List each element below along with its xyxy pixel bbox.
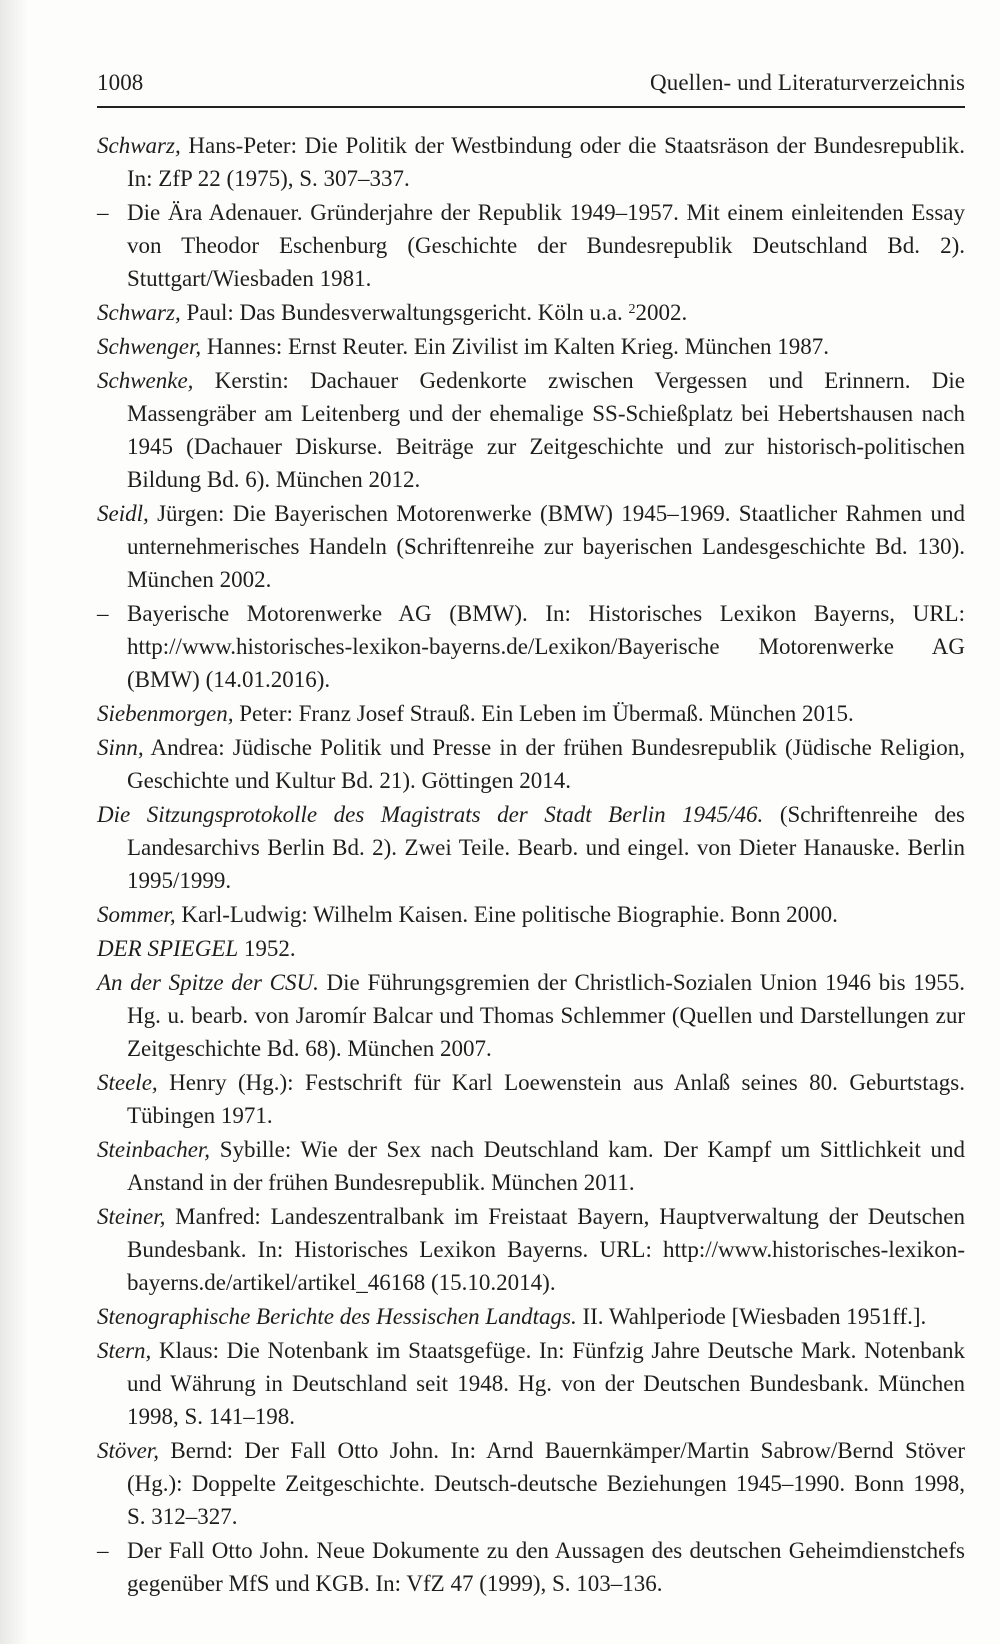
bibliography-entry	[97, 932, 965, 965]
entry-text: (Schriftenreihe des Landesarchivs Berlin Bd. 2). Zwei Teile. Bearb. und eingel. von Dieter Hanauske. Berlin 1995/1999.	[127, 802, 965, 893]
entry-author: An der Spitze der CSU.	[97, 970, 319, 995]
page-number: 1008	[97, 70, 144, 95]
page-edge-shadow	[0, 0, 28, 1644]
entry-author: Sinn,	[97, 735, 144, 760]
bibliography-entry	[97, 129, 965, 195]
header-rule	[97, 106, 965, 108]
entry-author: Steele,	[97, 1070, 158, 1095]
entry-author: Schwarz,	[97, 300, 181, 325]
bibliography-entry	[97, 1066, 965, 1132]
entry-author: Die Sitzungsprotokolle des Magistrats der Stadt Berlin 1945/46.	[97, 802, 764, 827]
entry-text-continued: 2002.	[635, 300, 688, 325]
bibliography-entry	[97, 1133, 965, 1199]
entry-author: Seidl,	[97, 501, 149, 526]
entry-text: Andrea: Jüdische Politik und Presse in der frühen Bundesrepublik (Jüdische Religion, Geschichte und Kultur Bd. 21). Göttingen 2014.	[127, 735, 965, 793]
bibliography-entry	[97, 697, 965, 730]
entry-author: DER SPIEGEL	[97, 936, 239, 961]
entry-text: Sybille: Wie der Sex nach Deutschland kam. Der Kampf um Sittlichkeit und Anstand in der frühen Bundesrepublik. München 2011.	[127, 1137, 965, 1195]
bibliography-entry	[97, 1534, 965, 1600]
entry-author: Schwenke,	[97, 368, 194, 393]
bibliography-entry	[97, 497, 965, 596]
entry-text: Die Ära Adenauer. Gründerjahre der Republik 1949–1957. Mit einem einleitenden Essay von Theodor Eschenburg (Geschichte der Bundesrepublik Deutschland Bd. 2). Stuttgart/Wiesbaden 1981.	[127, 200, 965, 291]
entry-text: Paul: Das Bundesverwaltungsgericht. Köln u.a.	[180, 300, 629, 325]
entry-author: Stenographische Berichte des Hessischen Landtags.	[97, 1304, 577, 1329]
dash-marker: –	[97, 200, 109, 225]
entry-text: Karl-Ludwig: Wilhelm Kaisen. Eine politische Biographie. Bonn 2000.	[175, 902, 838, 927]
entry-text: Henry (Hg.): Festschrift für Karl Loewenstein aus Anlaß seines 80. Geburtstags. Tübingen 1971.	[127, 1070, 965, 1128]
entry-author: Schwarz,	[97, 133, 181, 158]
entry-text: Hannes: Ernst Reuter. Ein Zivilist im Kalten Krieg. München 1987.	[201, 334, 830, 359]
entry-text: 1952.	[238, 936, 296, 961]
entry-text: Klaus: Die Notenbank im Staatsgefüge. In: Fünfzig Jahre Deutsche Mark. Notenbank und Währung in Deutschland seit 1948. Hg. von der Deutschen Bundesbank. München 1998, S. 141–198.	[127, 1338, 965, 1429]
bibliography-entry	[97, 330, 965, 363]
dash-marker: –	[97, 601, 109, 626]
entry-author: Steinbacher,	[97, 1137, 211, 1162]
bibliography-entry	[97, 966, 965, 1065]
bibliography-entry	[97, 898, 965, 931]
bibliography-entry	[97, 798, 965, 897]
bibliography-entry	[97, 364, 965, 496]
edition-superscript: 2	[628, 302, 636, 317]
bibliography-entry	[97, 597, 965, 696]
entry-text: Die Führungsgremien der Christlich-Sozialen Union 1946 bis 1955. Hg. u. bearb. von Jaromír Balcar und Thomas Schlemmer (Quellen und Darstellungen zur Zeitgeschichte Bd. 68). München 2007.	[127, 970, 965, 1061]
bibliography-entry	[97, 1200, 965, 1299]
running-header	[97, 70, 965, 96]
entry-text: Jürgen: Die Bayerischen Motorenwerke (BMW) 1945–1969. Staatlicher Rahmen und unternehmerisches Handeln (Schriftenreihe zur bayerischen Landesgeschichte Bd. 130). München 2002.	[127, 501, 965, 592]
entry-author: Stern,	[97, 1338, 152, 1363]
dash-marker: –	[97, 1538, 109, 1563]
running-title: Quellen- und Literaturverzeichnis	[650, 70, 965, 95]
entry-text: II. Wahlperiode [Wiesbaden 1951ff.].	[576, 1304, 927, 1329]
bibliography-entry	[97, 1334, 965, 1433]
bibliography-list	[97, 129, 965, 1601]
entry-text: Manfred: Landeszentralbank im Freistaat Bayern, Hauptverwaltung der Deutschen Bundesbank. In: Historisches Lexikon Bayerns. URL: http://www.historisches-lexikon-bayerns.de/artikel/artikel_46168 (15.10.2014).	[127, 1204, 965, 1295]
entry-text: Bernd: Der Fall Otto John. In: Arnd Bauernkämper/Martin Sabrow/Bernd Stöver (Hg.): Doppelte Zeitgeschichte. Deutsch-deutsche Beziehungen 1945–1990. Bonn 1998, S. 312–327.	[127, 1438, 965, 1529]
entry-text: Kerstin: Dachauer Gedenkorte zwischen Vergessen und Erinnern. Die Massengräber am Leitenberg und der ehemalige SS-Schießplatz bei Hebertshausen nach 1945 (Dachauer Diskurse. Beiträge zur Zeitgeschichte und zur historisch-politischen Bildung Bd. 6). München 2012.	[127, 368, 965, 492]
entry-author: Schwenger,	[97, 334, 202, 359]
entry-text: Peter: Franz Josef Strauß. Ein Leben im Übermaß. München 2015.	[233, 701, 854, 726]
entry-author: Stöver,	[97, 1438, 159, 1463]
entry-text: Der Fall Otto John. Neue Dokumente zu den Aussagen des deutschen Geheimdienstchefs gegenüber MfS und KGB. In: VfZ 47 (1999), S. 103–136.	[127, 1538, 965, 1596]
bibliography-entry	[97, 196, 965, 295]
bibliography-entry	[97, 1434, 965, 1533]
bibliography-entry	[97, 1300, 965, 1333]
entry-author: Siebenmorgen,	[97, 701, 234, 726]
entry-author: Steiner,	[97, 1204, 166, 1229]
entry-text: Bayerische Motorenwerke AG (BMW). In: Historisches Lexikon Bayerns, URL: http://www.historisches-lexikon-bayerns.de/Lexikon/Bayerische Motorenwerke AG (BMW) (14.01.2016).	[127, 601, 965, 692]
bibliography-entry	[97, 731, 965, 797]
bibliography-entry	[97, 296, 965, 329]
entry-text: Hans-Peter: Die Politik der Westbindung oder die Staatsräson der Bundesrepublik. In: ZfP 22 (1975), S. 307–337.	[127, 133, 965, 191]
entry-author: Sommer,	[97, 902, 176, 927]
